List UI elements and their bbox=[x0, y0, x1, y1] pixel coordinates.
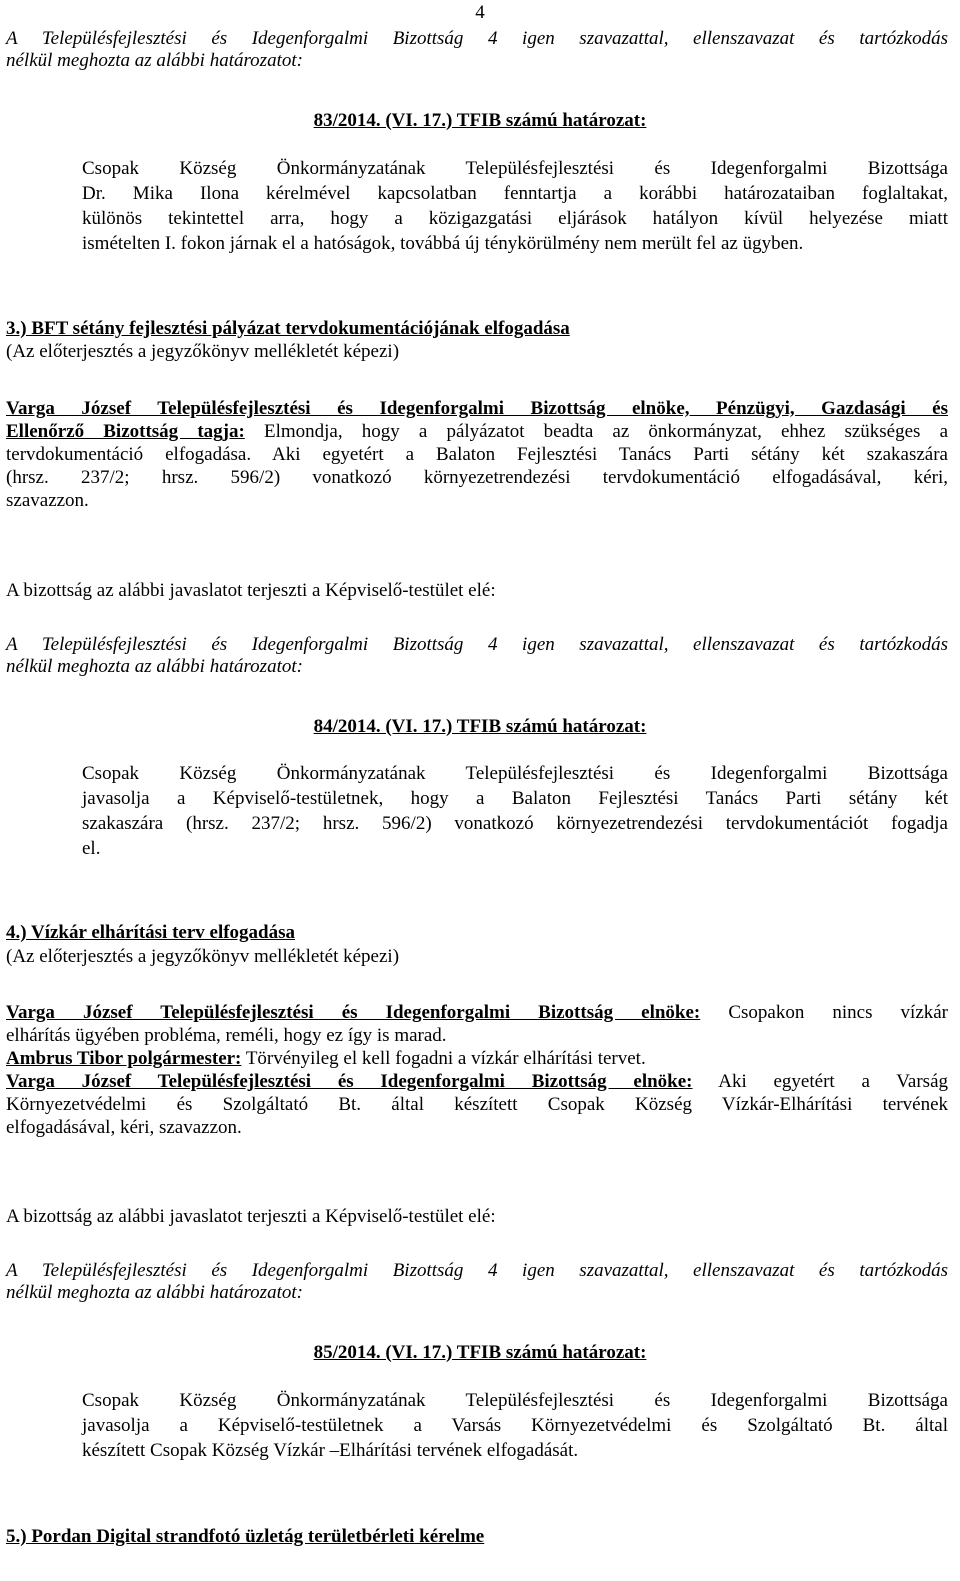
resolution-text-line: Csopak Község Önkormányzatának Településfejlesztési és Idegenforgalmi Bizottsága bbox=[82, 763, 948, 784]
speech-line: (hrsz. 237/2; hrsz. 596/2) vonatkozó környezetrendezési tervdokumentáció elfogadásával, kéri, bbox=[6, 467, 948, 488]
speaker-name: Varga József Településfejlesztési és Idegenforgalmi Bizottság elnöke, Pénzügyi, Gazdasági és bbox=[6, 398, 948, 419]
resolution-text-line: Csopak Község Önkormányzatának Településfejlesztési és Idegenforgalmi Bizottsága bbox=[82, 1390, 948, 1411]
proposal-text: A bizottság az alábbi javaslatot terjeszti a Képviselő-testület elé: bbox=[6, 1206, 496, 1227]
resolution-title: 85/2014. (VI. 17.) TFIB számú határozat: bbox=[313, 1342, 647, 1363]
vote-text-line: nélkül meghozta az alábbi határozatot: bbox=[6, 50, 303, 71]
agenda-heading: 5.) Pordan Digital strandfotó üzletág területbérleti kérelme bbox=[6, 1526, 485, 1547]
vote-text-line: A Településfejlesztési és Idegenforgalmi Bizottság 4 igen szavazattal, ellenszavazat és tartózkodás bbox=[6, 1260, 948, 1281]
resolution-text-line: javasolja a Képviselő-testületnek a Varsás Környezetvédelmi és Szolgáltató Bt. által bbox=[82, 1415, 948, 1436]
agenda-heading: 4.) Vízkár elhárítási terv elfogadása bbox=[6, 922, 296, 943]
vote-text-line: nélkül meghozta az alábbi határozatot: bbox=[6, 656, 303, 677]
speech-line: Környezetvédelmi és Szolgáltató Bt. által készített Csopak Község Vízkár-Elhárítási tervének bbox=[6, 1094, 948, 1115]
speaker-name: Ambrus Tibor polgármester: bbox=[6, 1048, 242, 1069]
resolution-text-line: készített Csopak Község Vízkár –Elhárítási tervének elfogadását. bbox=[82, 1440, 579, 1461]
agenda-heading: 3.) BFT sétány fejlesztési pályázat tervdokumentációjának elfogadása bbox=[6, 318, 570, 339]
attachment-note: (Az előterjesztés a jegyzőkönyv mellékletét képezi) bbox=[6, 341, 400, 362]
resolution-text-line: javasolja a Képviselő-testületnek, hogy a Balaton Fejlesztési Tanács Parti sétány két bbox=[82, 788, 948, 809]
resolution-text-line: szakaszára (hrsz. 237/2; hrsz. 596/2) vonatkozó környezetrendezési tervdokumentációt fogadja bbox=[82, 813, 948, 834]
speech-text: Csopakon nincs vízkár bbox=[728, 1002, 949, 1023]
attachment-note: (Az előterjesztés a jegyzőkönyv mellékletét képezi) bbox=[6, 946, 400, 967]
speech-line bbox=[6, 421, 948, 443]
speech-text: Elmondja, hogy a pályázatot beadta az önkormányzat, ehhez szükséges a bbox=[263, 421, 949, 442]
resolution-text-line: ismételten I. fokon járnak el a hatóságok, továbbá új ténykörülmény nem merült fel az ügyben. bbox=[82, 233, 804, 254]
speaker-name: Varga József Településfejlesztési és Idegenforgalmi Bizottság elnöke: bbox=[6, 1002, 701, 1023]
vote-text-line: A Településfejlesztési és Idegenforgalmi Bizottság 4 igen szavazattal, ellenszavazat és tartózkodás bbox=[6, 28, 948, 49]
speech-text: Törvényileg el kell fogadni a vízkár elhárítási tervet. bbox=[245, 1048, 646, 1069]
resolution-title: 83/2014. (VI. 17.) TFIB számú határozat: bbox=[313, 110, 647, 131]
speaker-name: Ellenőrző Bizottság tagja: bbox=[6, 421, 245, 442]
proposal-text: A bizottság az alábbi javaslatot terjeszti a Képviselő-testület elé: bbox=[6, 580, 496, 601]
speech-line: szavazzon. bbox=[6, 490, 89, 511]
speech-line bbox=[6, 1002, 948, 1024]
vote-text-line: nélkül meghozta az alábbi határozatot: bbox=[6, 1282, 303, 1303]
speaker-name: Varga József Településfejlesztési és Idegenforgalmi Bizottság elnöke: bbox=[6, 1071, 693, 1092]
resolution-text-line: Dr. Mika Ilona kérelmével kapcsolatban fenntartja a korábbi határozataiban foglaltakat, bbox=[82, 183, 948, 204]
resolution-text-line: el. bbox=[82, 838, 101, 859]
speech-text: Aki egyetért a Varság bbox=[718, 1071, 948, 1092]
resolution-text-line: Csopak Község Önkormányzatának Településfejlesztési és Idegenforgalmi Bizottsága bbox=[82, 158, 948, 179]
resolution-title: 84/2014. (VI. 17.) TFIB számú határozat: bbox=[313, 716, 647, 737]
speech-line bbox=[6, 1071, 948, 1093]
resolution-text-line: különös tekintettel arra, hogy a közigazgatási eljárások hatályon kívül helyezése miatt bbox=[82, 208, 948, 229]
page-number: 4 bbox=[475, 2, 485, 23]
speech-line: elfogadásával, kéri, szavazzon. bbox=[6, 1117, 242, 1138]
speech-line bbox=[6, 1048, 646, 1070]
speech-line: elhárítás ügyében probléma, reméli, hogy ez így is marad. bbox=[6, 1025, 447, 1046]
speech-line: tervdokumentáció elfogadása. Aki egyetért a Balaton Fejlesztési Tanács Parti sétány két szakaszára bbox=[6, 444, 948, 465]
vote-text-line: A Településfejlesztési és Idegenforgalmi Bizottság 4 igen szavazattal, ellenszavazat és tartózkodás bbox=[6, 634, 948, 655]
